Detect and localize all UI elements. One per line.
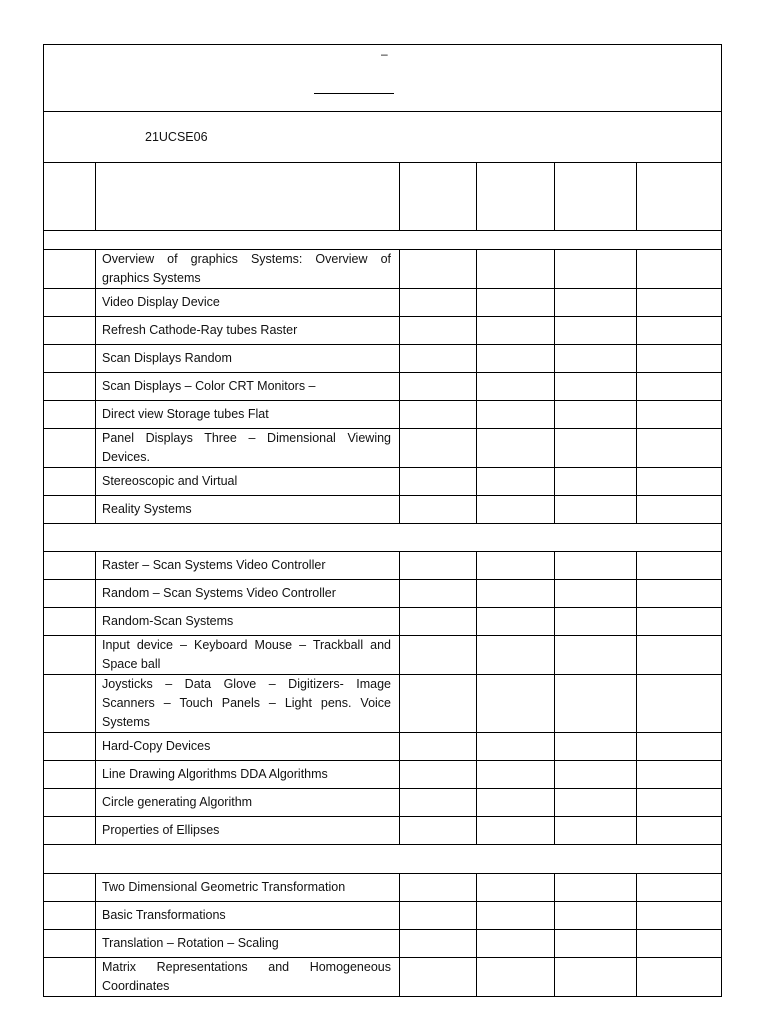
empty-cell xyxy=(637,817,722,845)
topic-cell: Random – Scan Systems Video Controller xyxy=(96,580,400,608)
topic-row xyxy=(44,930,722,958)
empty-cell xyxy=(477,580,555,608)
empty-cell xyxy=(400,874,477,902)
empty-cell xyxy=(44,958,96,997)
empty-cell xyxy=(477,733,555,761)
topic-cell: Matrix Representations and Homogeneous Coordinates xyxy=(96,958,400,997)
unit-separator-row xyxy=(44,231,722,250)
topic-cell: Panel Displays Three – Dimensional Viewing Devices. xyxy=(96,429,400,468)
empty-cell xyxy=(44,373,96,401)
empty-cell xyxy=(44,401,96,429)
topic-cell: Input device – Keyboard Mouse – Trackball and Space ball xyxy=(96,636,400,675)
topic-cell: Hard-Copy Devices xyxy=(96,733,400,761)
course-code: 21UCSE06 xyxy=(145,130,208,144)
empty-cell xyxy=(555,733,637,761)
empty-cell xyxy=(44,902,96,930)
topic-row xyxy=(44,373,722,401)
topic-row xyxy=(44,874,722,902)
topic-row xyxy=(44,289,722,317)
header-cell xyxy=(637,163,722,231)
empty-cell xyxy=(555,817,637,845)
empty-cell xyxy=(477,761,555,789)
empty-cell xyxy=(400,429,477,468)
empty-cell xyxy=(400,373,477,401)
topic-row xyxy=(44,580,722,608)
topic-cell: Properties of Ellipses xyxy=(96,817,400,845)
unit-separator-row xyxy=(44,524,722,552)
topic-row xyxy=(44,733,722,761)
unit-3-body xyxy=(44,874,722,997)
empty-cell xyxy=(400,733,477,761)
empty-cell xyxy=(44,733,96,761)
empty-cell xyxy=(44,317,96,345)
title-dash: – xyxy=(381,47,388,61)
empty-cell xyxy=(555,580,637,608)
empty-cell xyxy=(555,250,637,289)
empty-cell xyxy=(44,250,96,289)
empty-cell xyxy=(477,401,555,429)
empty-cell xyxy=(477,373,555,401)
empty-cell xyxy=(555,874,637,902)
topic-cell: Direct view Storage tubes Flat xyxy=(96,401,400,429)
topic-cell: Raster – Scan Systems Video Controller xyxy=(96,552,400,580)
topic-row xyxy=(44,958,722,997)
unit-1-body xyxy=(44,250,722,524)
topic-cell: Scan Displays Random xyxy=(96,345,400,373)
empty-cell xyxy=(400,468,477,496)
header-cell xyxy=(96,163,400,231)
empty-cell xyxy=(555,675,637,733)
empty-cell xyxy=(555,468,637,496)
empty-cell xyxy=(400,317,477,345)
empty-cell xyxy=(555,317,637,345)
header-cell xyxy=(400,163,477,231)
empty-cell xyxy=(477,608,555,636)
empty-cell xyxy=(44,345,96,373)
empty-cell xyxy=(44,552,96,580)
empty-cell xyxy=(400,902,477,930)
topic-row xyxy=(44,902,722,930)
topic-cell: Translation – Rotation – Scaling xyxy=(96,930,400,958)
empty-cell xyxy=(44,608,96,636)
empty-cell xyxy=(44,675,96,733)
empty-cell xyxy=(637,289,722,317)
empty-cell xyxy=(477,675,555,733)
lesson-plan-page xyxy=(43,44,721,997)
empty-cell xyxy=(555,345,637,373)
empty-cell xyxy=(555,429,637,468)
empty-cell xyxy=(400,345,477,373)
empty-cell xyxy=(477,902,555,930)
empty-cell xyxy=(400,789,477,817)
course-code-cell xyxy=(44,112,722,163)
empty-cell xyxy=(400,401,477,429)
empty-cell xyxy=(44,289,96,317)
empty-cell xyxy=(400,552,477,580)
empty-cell xyxy=(477,429,555,468)
empty-cell xyxy=(637,317,722,345)
empty-cell xyxy=(477,552,555,580)
empty-cell xyxy=(555,789,637,817)
empty-cell xyxy=(555,930,637,958)
topic-row xyxy=(44,429,722,468)
topic-row xyxy=(44,761,722,789)
empty-cell xyxy=(477,250,555,289)
empty-cell xyxy=(44,468,96,496)
empty-cell xyxy=(400,608,477,636)
topic-cell: Basic Transformations xyxy=(96,902,400,930)
empty-cell xyxy=(555,761,637,789)
empty-cell xyxy=(637,930,722,958)
empty-cell xyxy=(477,930,555,958)
empty-cell xyxy=(637,496,722,524)
empty-cell xyxy=(637,345,722,373)
empty-cell xyxy=(555,401,637,429)
empty-cell xyxy=(477,496,555,524)
empty-cell xyxy=(400,636,477,675)
empty-cell xyxy=(44,874,96,902)
topic-cell: Reality Systems xyxy=(96,496,400,524)
topic-row xyxy=(44,552,722,580)
topic-cell: Circle generating Algorithm xyxy=(96,789,400,817)
empty-cell xyxy=(44,636,96,675)
topic-cell: Refresh Cathode-Ray tubes Raster xyxy=(96,317,400,345)
topic-cell: Scan Displays – Color CRT Monitors – xyxy=(96,373,400,401)
empty-cell xyxy=(44,789,96,817)
empty-cell xyxy=(555,958,637,997)
topic-row xyxy=(44,496,722,524)
empty-cell xyxy=(44,930,96,958)
empty-cell xyxy=(477,345,555,373)
empty-cell xyxy=(400,761,477,789)
empty-cell xyxy=(44,761,96,789)
header-cell xyxy=(44,163,96,231)
topic-cell: Video Display Device xyxy=(96,289,400,317)
empty-cell xyxy=(400,675,477,733)
empty-cell xyxy=(637,636,722,675)
topic-cell: Line Drawing Algorithms DDA Algorithms xyxy=(96,761,400,789)
title-underline xyxy=(314,93,394,94)
topic-row xyxy=(44,468,722,496)
topic-row xyxy=(44,636,722,675)
unit-separator-row xyxy=(44,845,722,874)
empty-cell xyxy=(637,373,722,401)
empty-cell xyxy=(400,580,477,608)
header-cell xyxy=(477,163,555,231)
empty-cell xyxy=(400,250,477,289)
empty-cell xyxy=(400,289,477,317)
empty-cell xyxy=(400,958,477,997)
empty-cell xyxy=(555,902,637,930)
empty-cell xyxy=(44,817,96,845)
empty-cell xyxy=(637,429,722,468)
topic-row xyxy=(44,675,722,733)
empty-cell xyxy=(637,250,722,289)
topic-cell: Joysticks – Data Glove – Digitizers- Image Scanners – Touch Panels – Light pens. Voice Systems xyxy=(96,675,400,733)
topic-row xyxy=(44,789,722,817)
empty-cell xyxy=(477,958,555,997)
empty-cell xyxy=(637,401,722,429)
empty-cell xyxy=(400,817,477,845)
empty-cell xyxy=(637,874,722,902)
empty-cell xyxy=(637,608,722,636)
empty-cell xyxy=(637,468,722,496)
empty-cell xyxy=(637,902,722,930)
topic-row xyxy=(44,401,722,429)
lesson-plan-table xyxy=(43,44,722,997)
empty-cell xyxy=(555,636,637,675)
empty-cell xyxy=(477,468,555,496)
empty-cell xyxy=(477,817,555,845)
empty-cell xyxy=(44,496,96,524)
empty-cell xyxy=(637,958,722,997)
topic-row xyxy=(44,317,722,345)
empty-cell xyxy=(637,552,722,580)
empty-cell xyxy=(477,317,555,345)
topic-row xyxy=(44,345,722,373)
empty-cell xyxy=(637,789,722,817)
topic-row xyxy=(44,608,722,636)
empty-cell xyxy=(477,789,555,817)
empty-cell xyxy=(44,580,96,608)
empty-cell xyxy=(44,429,96,468)
empty-cell xyxy=(555,496,637,524)
topic-row xyxy=(44,817,722,845)
header-cell xyxy=(555,163,637,231)
topic-row xyxy=(44,250,722,289)
column-header-row xyxy=(44,163,722,231)
unit-2-body xyxy=(44,552,722,845)
topic-cell: Stereoscopic and Virtual xyxy=(96,468,400,496)
empty-cell xyxy=(637,761,722,789)
topic-cell: Random-Scan Systems xyxy=(96,608,400,636)
empty-cell xyxy=(400,496,477,524)
topic-cell: Two Dimensional Geometric Transformation xyxy=(96,874,400,902)
empty-cell xyxy=(555,552,637,580)
empty-cell xyxy=(637,580,722,608)
empty-cell xyxy=(477,289,555,317)
empty-cell xyxy=(477,636,555,675)
topic-cell: Overview of graphics Systems: Overview of graphics Systems xyxy=(96,250,400,289)
empty-cell xyxy=(637,733,722,761)
empty-cell xyxy=(555,373,637,401)
empty-cell xyxy=(400,930,477,958)
title-cell xyxy=(44,45,722,112)
empty-cell xyxy=(477,874,555,902)
empty-cell xyxy=(637,675,722,733)
empty-cell xyxy=(555,608,637,636)
empty-cell xyxy=(555,289,637,317)
